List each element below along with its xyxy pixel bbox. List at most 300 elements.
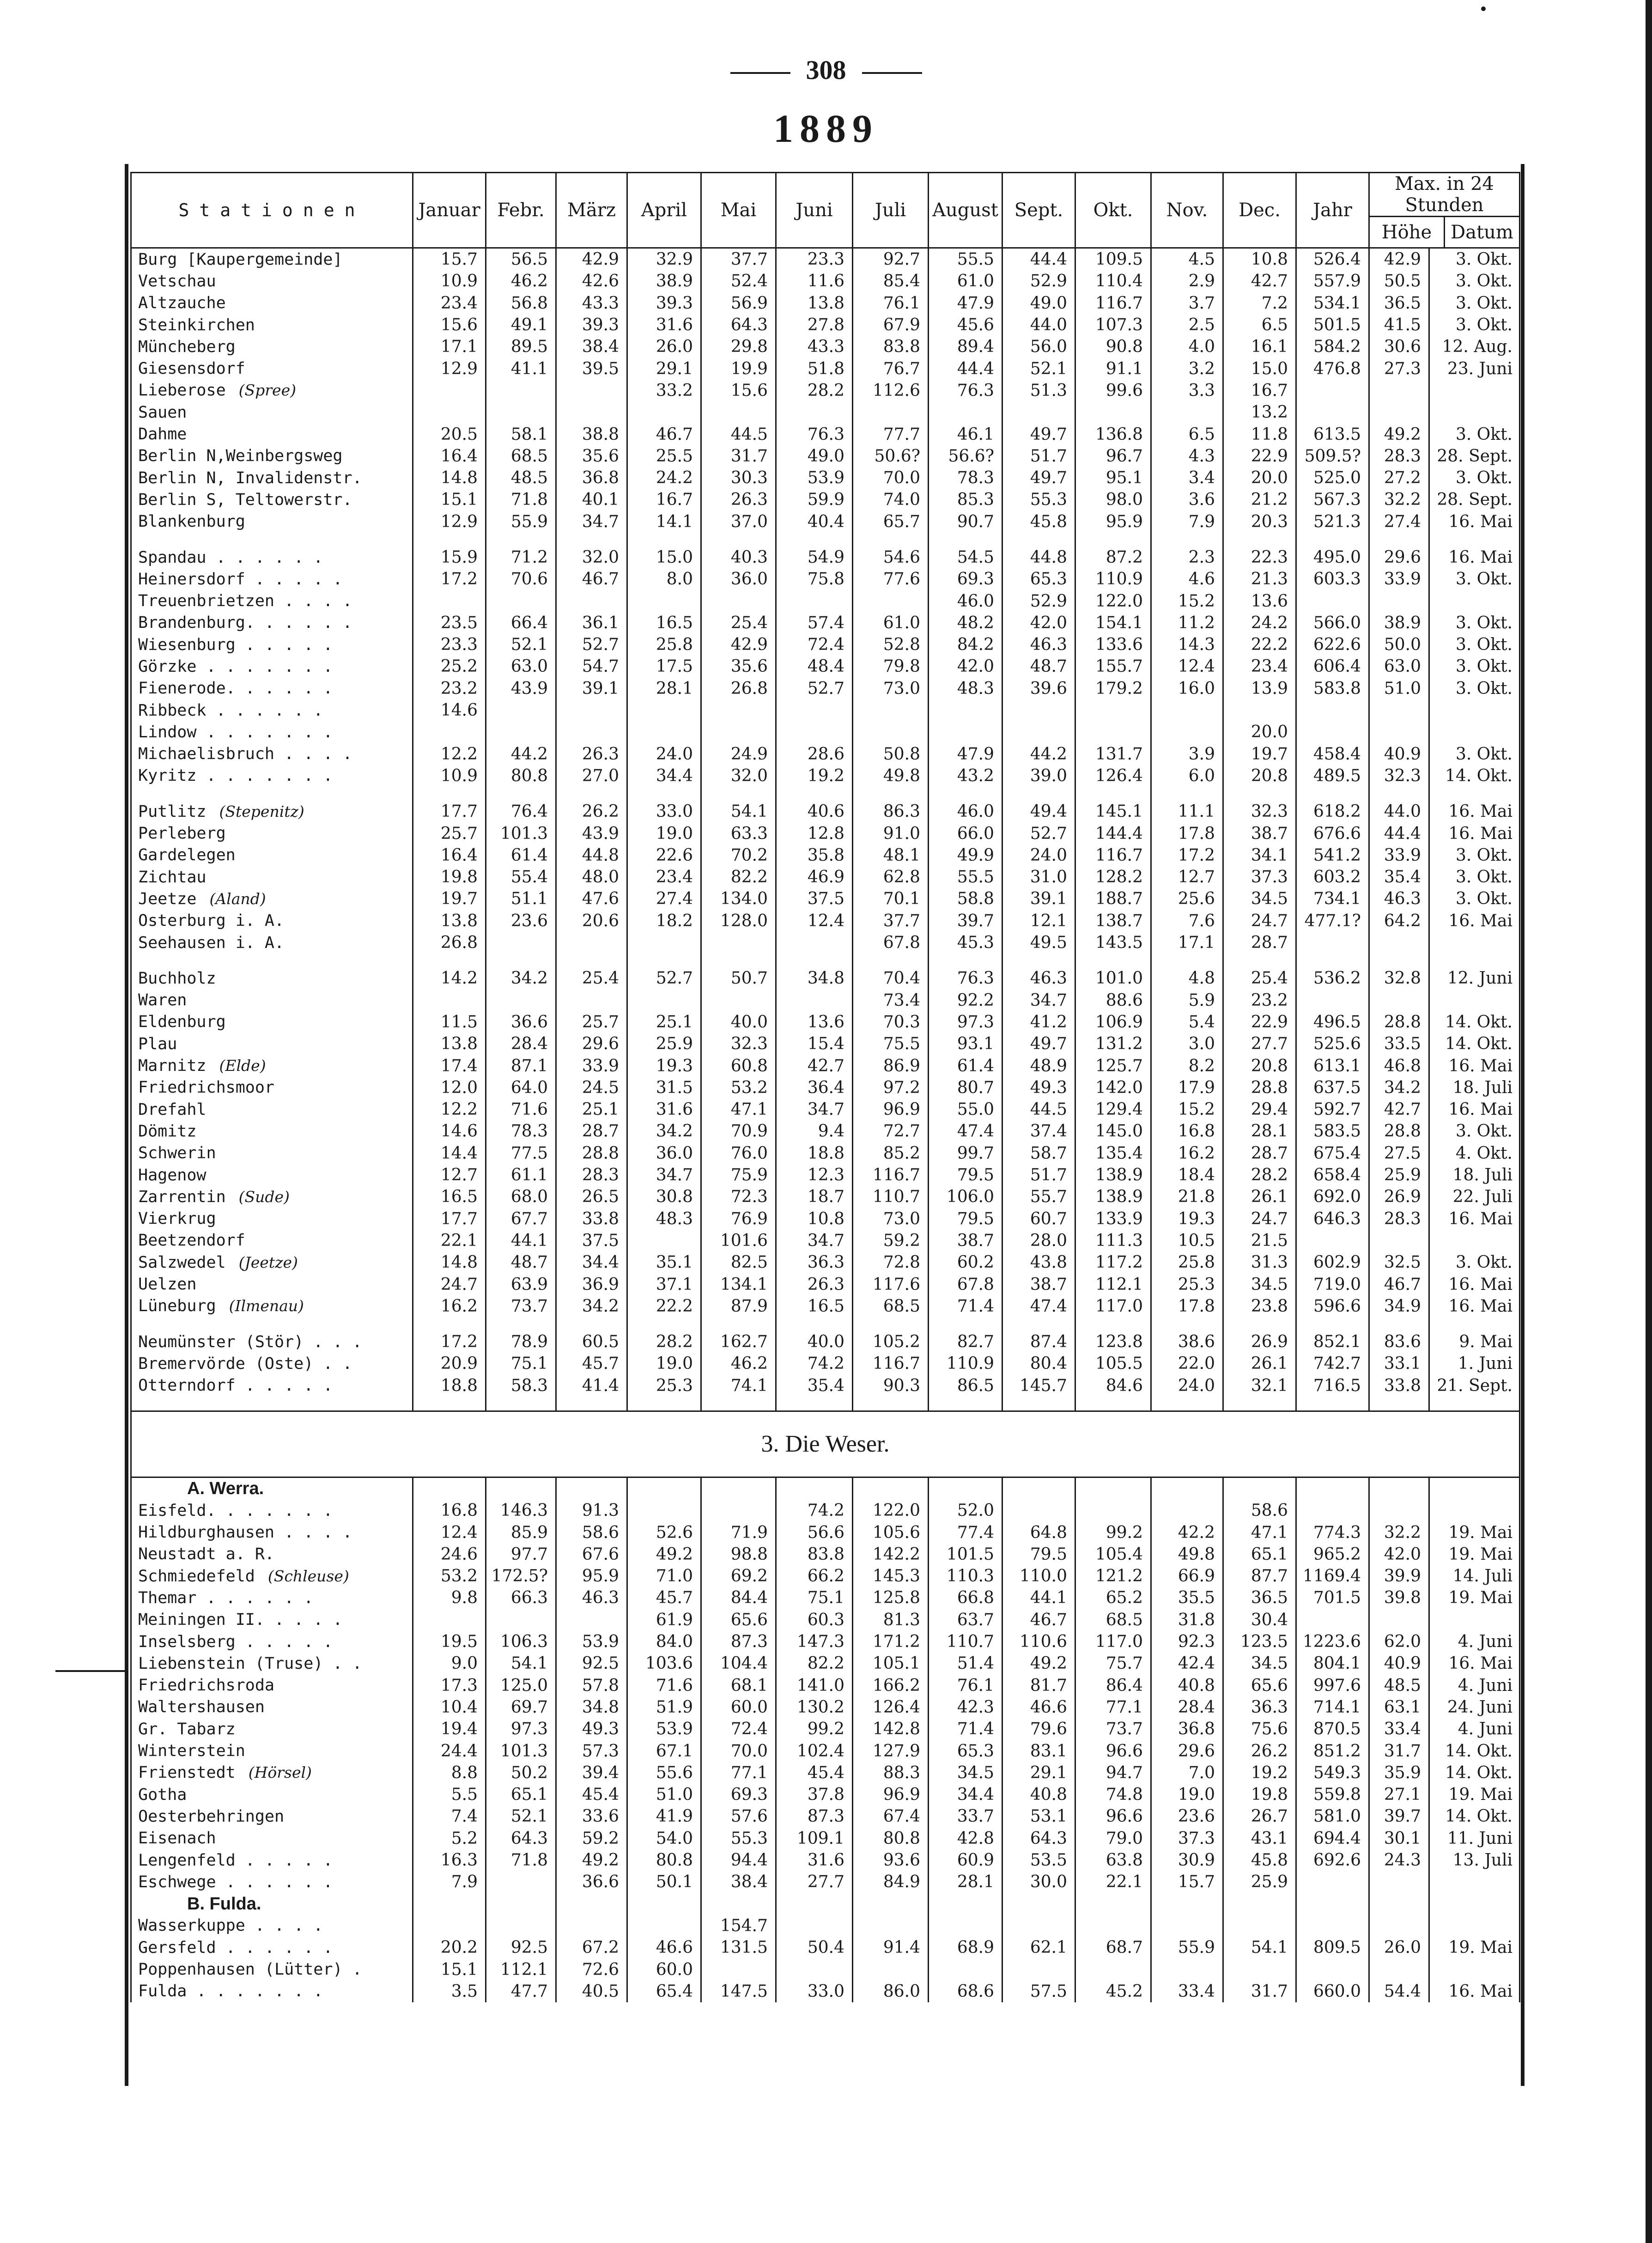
empty-cell [929,1477,1002,1500]
month-value-cell [556,1915,627,1937]
month-value-cell: 87.7 [1223,1565,1296,1587]
month-value-cell: 32.0 [701,765,776,787]
max-date-cell: 3. Okt. [1429,743,1520,765]
month-value-cell: 126.4 [853,1696,929,1718]
month-value-cell: 65.3 [929,1740,1002,1762]
table-row [131,845,1520,866]
month-value-cell: 44.0 [1002,314,1075,336]
month-value-cell: 34.2 [556,1295,627,1317]
gap-cell [1002,1397,1075,1411]
year-total-cell: 618.2 [1296,801,1369,822]
month-value-cell: 66.0 [929,822,1002,844]
month-value-cell: 41.9 [627,1805,701,1827]
month-value-cell: 82.7 [929,1331,1002,1353]
month-value-cell: 14.6 [413,699,486,721]
month-value-cell [701,401,776,423]
month-value-cell: 43.9 [486,678,556,699]
month-value-cell: 25.4 [1223,967,1296,989]
max-date-cell [1429,721,1520,743]
month-value-cell: 66.4 [486,612,556,634]
table-row [131,1375,1520,1397]
station-name [131,1609,413,1631]
month-value-cell: 44.1 [1002,1587,1075,1609]
max-height-cell: 38.9 [1369,612,1429,634]
month-value-cell: 71.8 [486,1849,556,1871]
month-value-cell: 6.0 [1151,765,1223,787]
month-value-cell [1075,401,1151,423]
max-date-cell: 16. Mai [1429,1653,1520,1674]
month-value-cell: 97.7 [486,1544,556,1565]
month-value-cell: 109.1 [776,1828,853,1849]
col-header-maerz: März [556,173,627,248]
month-value-cell: 34.2 [486,967,556,989]
max-height-cell: 27.2 [1369,467,1429,489]
month-value-cell: 46.2 [486,270,556,292]
max-height-cell: 25.9 [1369,1164,1429,1186]
month-value-cell: 92.2 [929,990,1002,1011]
station-label: Liebenstein (Truse) . . [138,1654,362,1673]
station-name [131,1915,413,1937]
col-header-nov: Nov. [1151,173,1223,248]
month-value-cell: 131.7 [1075,743,1151,765]
month-value-cell: 19.0 [627,1353,701,1374]
month-value-cell: 36.6 [486,1011,556,1033]
month-value-cell: 71.8 [486,489,556,511]
month-value-cell: 13.6 [776,1011,853,1033]
month-value-cell: 70.9 [701,1120,776,1142]
year-total-cell [1296,1609,1369,1631]
max-height-cell: 46.3 [1369,888,1429,910]
station-label: Altzauche [138,294,226,313]
max-date-cell: 12. Aug. [1429,336,1520,358]
empty-cell [853,1893,929,1915]
gap-cell [1429,1317,1520,1331]
table-row [131,1143,1520,1164]
month-value-cell: 46.0 [929,590,1002,612]
month-value-cell: 13.9 [1223,678,1296,699]
max-date-cell: 3. Okt. [1429,1120,1520,1142]
month-value-cell: 24.0 [627,743,701,765]
month-value-cell: 30.9 [1151,1849,1223,1871]
month-value-cell: 51.7 [1002,1164,1075,1186]
month-value-cell: 111.3 [1075,1230,1151,1252]
month-value-cell: 68.5 [1075,1609,1151,1631]
month-value-cell [1002,699,1075,721]
month-value-cell: 17.5 [627,656,701,677]
month-value-cell: 26.1 [1223,1186,1296,1208]
month-value-cell: 171.2 [853,1631,929,1653]
month-value-cell: 4.5 [1151,248,1223,271]
table-row [131,1871,1520,1893]
station-label: Gotha [138,1785,187,1804]
month-value-cell: 57.5 [1002,1981,1075,2002]
station-name [131,423,413,445]
month-value-cell: 172.5? [486,1565,556,1587]
month-value-cell: 49.7 [1002,423,1075,445]
month-value-cell: 3.2 [1151,358,1223,379]
max-height-cell: 30.1 [1369,1828,1429,1849]
month-value-cell: 20.6 [556,910,627,932]
month-value-cell [929,401,1002,423]
month-value-cell: 92.5 [556,1653,627,1674]
month-value-cell: 14.8 [413,467,486,489]
col-header-juli: Juli [853,173,929,248]
river-label: (Stepenitz) [219,802,304,821]
month-value-cell: 74.1 [701,1375,776,1397]
station-name [131,1500,413,1521]
month-value-cell: 101.3 [486,1740,556,1762]
month-value-cell: 67.1 [627,1740,701,1762]
river-label: (Schleuse) [267,1567,349,1585]
table-row [131,721,1520,743]
month-value-cell: 49.3 [1002,1077,1075,1099]
month-value-cell [1151,401,1223,423]
station-label: Gersfeld . . . . . . [138,1938,333,1957]
month-value-cell: 12.7 [1151,866,1223,888]
month-value-cell: 19.4 [413,1718,486,1740]
gap-cell [929,1397,1002,1411]
month-value-cell: 76.1 [929,1675,1002,1696]
station-label: Burg [Kaupergemeinde] [138,250,343,269]
table-row [131,1805,1520,1827]
month-value-cell: 23.5 [413,612,486,634]
month-value-cell: 85.9 [486,1521,556,1543]
month-value-cell: 47.1 [1223,1521,1296,1543]
max-height-cell: 63.1 [1369,1696,1429,1718]
max-height-cell: 27.4 [1369,511,1429,533]
month-value-cell: 39.3 [556,314,627,336]
month-value-cell: 28.7 [1223,932,1296,954]
station-label: Heinersdorf . . . . . [138,570,343,589]
month-value-cell: 61.9 [627,1609,701,1631]
max-height-cell: 33.8 [1369,1375,1429,1397]
month-value-cell: 25.3 [1151,1273,1223,1295]
month-value-cell: 99.7 [929,1143,1002,1164]
month-value-cell: 16.3 [413,1849,486,1871]
month-value-cell: 59.2 [556,1828,627,1849]
gap-cell [486,954,556,967]
year-total-cell: 596.6 [1296,1295,1369,1317]
empty-cell [1296,1477,1369,1500]
month-value-cell: 31.0 [1002,866,1075,888]
month-value-cell: 10.8 [1223,248,1296,271]
month-value-cell: 86.0 [853,1981,929,2002]
max-height-cell: 32.2 [1369,1521,1429,1543]
col-header-juni: Juni [776,173,853,248]
max-date-cell: 21. Sept. [1429,1375,1520,1397]
max-date-cell [1429,1230,1520,1252]
month-value-cell: 7.9 [413,1871,486,1893]
month-value-cell [701,699,776,721]
year-total-cell: 566.0 [1296,612,1369,634]
month-value-cell: 76.9 [701,1208,776,1229]
month-value-cell: 101.0 [1075,967,1151,989]
month-value-cell: 36.3 [1223,1696,1296,1718]
station-label: Oesterbehringen [138,1807,285,1826]
month-value-cell: 112.1 [1075,1273,1151,1295]
month-value-cell [627,990,701,1011]
empty-cell [853,1477,929,1500]
month-value-cell: 65.6 [1223,1675,1296,1696]
table-row [131,1653,1520,1674]
station-name [131,1675,413,1696]
month-value-cell: 23.2 [413,678,486,699]
month-value-cell: 86.5 [929,1375,1002,1397]
month-value-cell [413,990,486,1011]
month-value-cell: 75.8 [776,568,853,590]
month-value-cell [486,699,556,721]
month-value-cell: 90.8 [1075,336,1151,358]
table-row [131,1011,1520,1033]
max-date-cell: 4. Juni [1429,1718,1520,1740]
station-name [131,590,413,612]
table-row [131,1099,1520,1120]
month-value-cell: 43.3 [556,292,627,314]
month-value-cell: 55.5 [929,248,1002,271]
month-value-cell: 116.7 [853,1353,929,1374]
month-value-cell: 42.0 [1002,612,1075,634]
year-total-cell [1296,1915,1369,1937]
year-total-cell: 646.3 [1296,1208,1369,1229]
month-value-cell: 56.5 [486,248,556,271]
year-total-cell: 774.3 [1296,1521,1369,1543]
month-value-cell: 28.0 [1002,1230,1075,1252]
month-value-cell: 42.7 [1223,270,1296,292]
month-value-cell: 13.8 [413,1033,486,1055]
month-value-cell: 23.8 [1223,1295,1296,1317]
max-height-cell: 32.3 [1369,765,1429,787]
month-value-cell: 29.6 [1151,1740,1223,1762]
month-value-cell: 15.6 [413,314,486,336]
year-total-cell [1296,1500,1369,1521]
month-value-cell: 17.8 [1151,822,1223,844]
max-height-cell: 39.7 [1369,1805,1429,1827]
month-value-cell: 49.2 [1002,1653,1075,1674]
month-value-cell: 25.9 [627,1033,701,1055]
table-row [131,292,1520,314]
month-value-cell: 44.5 [1002,1099,1075,1120]
empty-cell [1296,1893,1369,1915]
month-value-cell: 24.5 [556,1077,627,1099]
month-value-cell [1223,699,1296,721]
month-value-cell: 45.6 [929,314,1002,336]
year-total-cell: 716.5 [1296,1375,1369,1397]
gap-cell [701,1397,776,1411]
month-value-cell: 14.4 [413,1143,486,1164]
month-value-cell [701,590,776,612]
month-value-cell: 68.0 [486,1186,556,1208]
month-value-cell: 54.6 [853,547,929,568]
year-total-cell: 603.3 [1296,568,1369,590]
station-label: Spandau . . . . . . [138,548,323,567]
gap-cell [131,1397,413,1411]
station-label: Marnitz [138,1057,206,1076]
month-value-cell: 14.3 [1151,634,1223,656]
gap-cell [627,1317,701,1331]
station-name [131,1186,413,1208]
max-height-cell [1369,990,1429,1011]
month-value-cell: 65.1 [1223,1544,1296,1565]
month-value-cell: 20.5 [413,423,486,445]
month-value-cell: 97.3 [486,1718,556,1740]
month-value-cell: 35.5 [1151,1587,1223,1609]
year-total-cell: 583.5 [1296,1120,1369,1142]
year-total-cell: 622.6 [1296,634,1369,656]
month-value-cell [701,721,776,743]
station-name [131,314,413,336]
month-value-cell: 12.1 [1002,910,1075,932]
month-value-cell: 80.8 [627,1849,701,1871]
gap-cell [1296,1397,1369,1411]
month-value-cell: 102.4 [776,1740,853,1762]
month-value-cell: 105.2 [853,1331,929,1353]
month-value-cell: 31.3 [1223,1252,1296,1273]
month-value-cell: 44.8 [556,845,627,866]
station-label: Brandenburg. . . . . . [138,614,352,632]
table-row [131,1981,1520,2002]
river-label: (Elde) [219,1057,266,1075]
month-value-cell: 42.6 [556,270,627,292]
month-value-cell [627,1915,701,1937]
month-value-cell [413,1609,486,1631]
month-value-cell: 19.7 [413,888,486,910]
month-value-cell: 23.3 [776,248,853,271]
empty-cell [1223,1893,1296,1915]
month-value-cell: 45.3 [929,932,1002,954]
month-value-cell: 45.8 [1002,511,1075,533]
station-name [131,511,413,533]
month-value-cell [413,1915,486,1937]
max-height-cell [1369,1500,1429,1521]
max-date-cell: 14. Juli [1429,1565,1520,1587]
month-value-cell [776,721,853,743]
max-height-cell [1369,1958,1429,1980]
month-value-cell: 87.9 [701,1295,776,1317]
month-value-cell: 71.0 [627,1565,701,1587]
month-value-cell: 146.3 [486,1500,556,1521]
month-value-cell: 17.8 [1151,1295,1223,1317]
max-header-title: Max. in 24 Stunden [1370,173,1519,217]
max-date-cell: 3. Okt. [1429,612,1520,634]
month-value-cell: 9.0 [413,1653,486,1674]
month-value-cell: 26.1 [1223,1353,1296,1374]
month-value-cell: 13.8 [413,910,486,932]
station-label: Kyritz . . . . . . . [138,766,333,785]
month-value-cell: 25.7 [556,1011,627,1033]
table-row [131,1958,1520,1980]
month-value-cell: 58.6 [556,1521,627,1543]
gap-cell [1429,954,1520,967]
gap-cell [776,533,853,547]
month-value-cell: 61.0 [853,612,929,634]
station-label: Gardelegen [138,846,236,865]
month-value-cell: 38.9 [627,270,701,292]
station-label: Zarrentin [138,1187,226,1206]
max-height-cell [1369,1230,1429,1252]
month-value-cell: 25.1 [627,1011,701,1033]
month-value-cell: 68.7 [1075,1937,1151,1958]
empty-cell [1223,1477,1296,1500]
month-value-cell: 28.7 [556,1120,627,1142]
month-value-cell: 106.9 [1075,1011,1151,1033]
month-value-cell: 53.9 [776,467,853,489]
month-value-cell: 34.8 [776,967,853,989]
month-value-cell: 55.5 [929,866,1002,888]
gap-cell [1429,787,1520,801]
max-height-cell: 24.3 [1369,1849,1429,1871]
month-value-cell: 12.4 [776,910,853,932]
month-value-cell: 27.8 [776,314,853,336]
col-header-januar: Januar [413,173,486,248]
month-value-cell [556,699,627,721]
col-header-april: April [627,173,701,248]
month-value-cell: 33.6 [556,1805,627,1827]
month-value-cell: 39.6 [1002,678,1075,699]
gap-cell [853,533,929,547]
month-value-cell: 70.0 [853,467,929,489]
month-value-cell: 110.7 [853,1186,929,1208]
max-date-cell: 16. Mai [1429,1099,1520,1120]
gap-cell [776,1397,853,1411]
month-value-cell: 51.8 [776,358,853,379]
station-name [131,765,413,787]
month-value-cell: 34.4 [929,1784,1002,1805]
max-date-cell [1429,401,1520,423]
table-row [131,1587,1520,1609]
month-value-cell: 145.1 [1075,801,1151,822]
month-value-cell: 2.9 [1151,270,1223,292]
table-row [131,910,1520,932]
table-row [131,445,1520,467]
max-date-cell [1429,932,1520,954]
max-height-cell: 36.5 [1369,292,1429,314]
gap-cell [929,954,1002,967]
month-value-cell: 4.8 [1151,967,1223,989]
month-value-cell: 80.7 [929,1077,1002,1099]
month-value-cell: 32.9 [627,248,701,271]
month-value-cell: 60.3 [776,1609,853,1631]
station-label: Lindow . . . . . . . [138,723,333,742]
month-value-cell: 38.7 [1002,1273,1075,1295]
month-value-cell: 136.8 [1075,423,1151,445]
table-row [131,489,1520,511]
month-value-cell: 37.5 [776,888,853,910]
month-value-cell: 68.5 [853,1295,929,1317]
month-value-cell: 36.0 [627,1143,701,1164]
month-value-cell: 41.2 [1002,1011,1075,1033]
empty-cell [556,1893,627,1915]
month-value-cell: 17.2 [413,568,486,590]
month-value-cell: 110.3 [929,1565,1002,1587]
max-date-cell: 23. Juni [1429,358,1520,379]
station-label: Müncheberg [138,337,236,356]
month-value-cell: 52.4 [701,270,776,292]
month-value-cell: 65.2 [1075,1587,1151,1609]
month-value-cell: 55.0 [929,1099,1002,1120]
month-value-cell: 25.9 [1223,1871,1296,1893]
month-value-cell: 71.6 [486,1099,556,1120]
month-value-cell: 85.4 [853,270,929,292]
section-row [131,1411,1520,1477]
month-value-cell: 110.4 [1075,270,1151,292]
month-value-cell: 145.7 [1002,1375,1075,1397]
station-label: Giesensdorf [138,359,245,378]
station-name [131,1958,413,1980]
month-value-cell: 99.2 [1075,1521,1151,1543]
month-value-cell: 127.9 [853,1740,929,1762]
station-name [131,822,413,844]
year-total-cell: 852.1 [1296,1331,1369,1353]
